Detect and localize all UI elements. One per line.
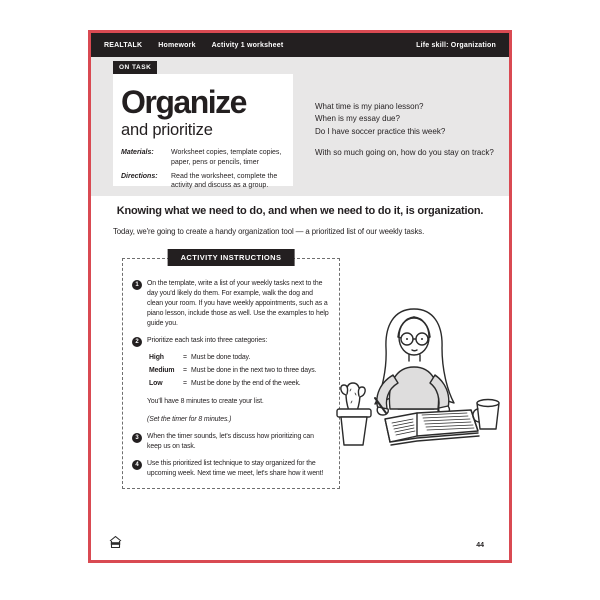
step-number-icon: 2 [132, 337, 142, 347]
life-skill-label: Life skill: Organization [416, 41, 496, 49]
step-text [147, 336, 329, 425]
home-icon [108, 535, 123, 550]
timer-instruction: (Set the timer for 8 minutes.) [147, 416, 232, 423]
question-line: Do I have soccer practice this week? [315, 126, 446, 136]
equals-sign: = [183, 380, 187, 387]
directions-label: Directions: [121, 172, 158, 180]
directions-text: Read the worksheet, complete the activity and discuss as a group. [171, 172, 278, 190]
priority-desc: Must be done today. [191, 354, 251, 361]
step-2 [132, 336, 329, 425]
header-nav-activity: Activity 1 worksheet [211, 41, 284, 49]
priority-level: High [149, 354, 164, 361]
on-task-badge: ON TASK [113, 61, 157, 74]
hero-section [91, 57, 509, 196]
activity-instructions-badge: ACTIVITY INSTRUCTIONS [168, 249, 295, 266]
header-nav-homework: Homework [158, 41, 196, 49]
page-title: Organize [121, 84, 246, 120]
header-bar [91, 33, 509, 57]
priority-level: Medium [149, 367, 175, 374]
brand-label: REALTALK [104, 41, 143, 49]
step-1 [132, 279, 329, 329]
hero-card [113, 74, 293, 190]
priority-desc: Must be done in the next two to three days. [191, 367, 317, 374]
equals-sign: = [183, 354, 187, 361]
step-4 [132, 459, 329, 479]
intro-questions [315, 101, 511, 160]
cactus-icon [337, 383, 371, 445]
question-line: What time is my piano lesson? [315, 102, 424, 111]
page-number: 44 [476, 542, 484, 549]
worksheet-page [88, 30, 512, 563]
timer-note: You'll have 8 minutes to create your list. [147, 398, 264, 405]
materials-text: Worksheet copies, template copies, paper, pens or pencils, timer [171, 149, 282, 166]
materials-row [121, 148, 285, 168]
intro-body: Today, we're going to create a handy organization tool — a prioritized list of our weekly tasks. [113, 227, 425, 236]
step-3 [132, 432, 329, 452]
step-text: When the timer sounds, let's discuss how prioritizing can keep us on task. [147, 433, 314, 450]
open-book-icon [385, 410, 479, 445]
directions-row [121, 172, 285, 192]
step-text: On the template, write a list of your weekly tasks next to the day you'd likely do them. For example, walk the dog and clean your room. If you have weekly appointments, such as a piano lesson, include those as well. Use the examples to help guide you. [147, 280, 329, 327]
girl-writing-illustration [329, 303, 501, 453]
step-number-icon: 4 [132, 460, 142, 470]
page-subtitle: and prioritize [121, 121, 213, 139]
equals-sign: = [183, 367, 187, 374]
materials-label: Materials: [121, 149, 154, 156]
question-final: With so much going on, how do you stay on track? [315, 148, 494, 158]
priority-desc: Must be done by the end of the week. [191, 380, 301, 387]
step-number-icon: 1 [132, 280, 142, 290]
intro-heading: Knowing what we need to do, and when we need to do it, is organization. [116, 205, 484, 217]
mug-icon [473, 400, 499, 430]
question-line: When is my essay due? [315, 114, 400, 124]
step-text: Use this prioritized list technique to stay organized for the upcoming week. Next time we meet, let's share how it went! [147, 460, 324, 477]
activity-instructions-box [122, 253, 340, 489]
step-2-intro: Prioritize each task into three categories: [147, 337, 268, 344]
priority-table [149, 353, 329, 389]
step-number-icon: 3 [132, 433, 142, 443]
priority-level: Low [149, 380, 163, 387]
